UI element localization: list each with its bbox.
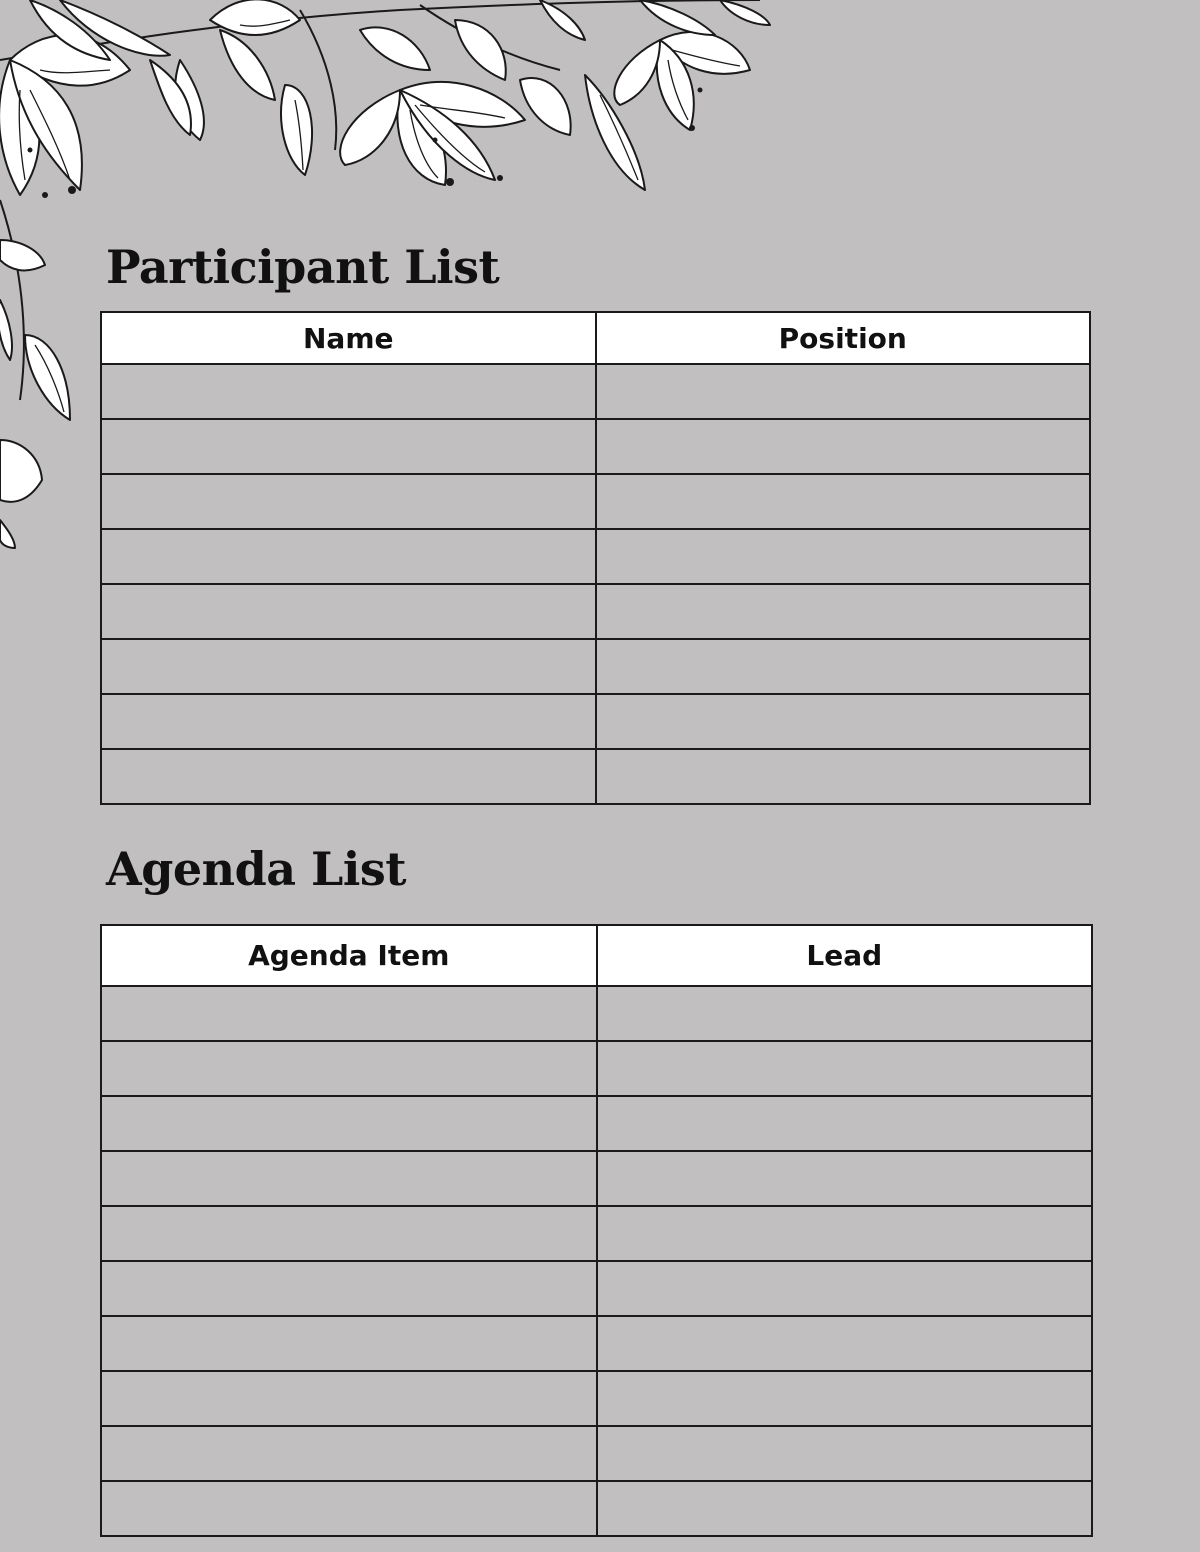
agenda-row [101, 1481, 1092, 1536]
participant-table-header-row [101, 312, 1090, 364]
agenda-item-cell[interactable] [101, 1206, 597, 1261]
participant-name-cell[interactable] [101, 749, 596, 804]
participant-name-column-header: Name [101, 312, 596, 364]
participant-position-cell[interactable] [596, 419, 1091, 474]
agenda-list-title: Agenda List [106, 842, 407, 896]
participant-name-cell[interactable] [101, 584, 596, 639]
agenda-item-cell[interactable] [101, 1151, 597, 1206]
participant-position-cell[interactable] [596, 529, 1091, 584]
agenda-item-cell[interactable] [101, 1316, 597, 1371]
agenda-item-cell[interactable] [101, 1096, 597, 1151]
agenda-lead-cell[interactable] [597, 986, 1093, 1041]
participant-row [101, 749, 1090, 804]
participant-row [101, 694, 1090, 749]
agenda-row [101, 1261, 1092, 1316]
participant-row [101, 529, 1090, 584]
agenda-item-cell[interactable] [101, 1426, 597, 1481]
participant-name-cell[interactable] [101, 364, 596, 419]
agenda-item-column-header: Agenda Item [101, 925, 597, 986]
agenda-item-cell[interactable] [101, 986, 597, 1041]
participant-name-cell[interactable] [101, 694, 596, 749]
agenda-lead-cell[interactable] [597, 1151, 1093, 1206]
agenda-row [101, 1151, 1092, 1206]
participant-position-column-header: Position [596, 312, 1091, 364]
participant-name-cell[interactable] [101, 639, 596, 694]
agenda-row [101, 1316, 1092, 1371]
participant-row [101, 364, 1090, 419]
agenda-row [101, 1206, 1092, 1261]
agenda-lead-cell[interactable] [597, 1371, 1093, 1426]
agenda-item-cell[interactable] [101, 1261, 597, 1316]
agenda-lead-cell[interactable] [597, 1261, 1093, 1316]
participant-name-cell[interactable] [101, 419, 596, 474]
participant-position-cell[interactable] [596, 364, 1091, 419]
participant-name-cell[interactable] [101, 529, 596, 584]
agenda-lead-cell[interactable] [597, 1041, 1093, 1096]
participant-name-cell[interactable] [101, 474, 596, 529]
participant-position-cell[interactable] [596, 639, 1091, 694]
agenda-lead-cell[interactable] [597, 1096, 1093, 1151]
participant-row [101, 639, 1090, 694]
agenda-lead-column-header: Lead [597, 925, 1093, 986]
participant-row [101, 419, 1090, 474]
participant-row [101, 584, 1090, 639]
agenda-lead-cell[interactable] [597, 1206, 1093, 1261]
participant-list-title: Participant List [106, 240, 500, 294]
agenda-item-cell[interactable] [101, 1481, 597, 1536]
agenda-table-header-row [101, 925, 1092, 986]
participant-position-cell[interactable] [596, 474, 1091, 529]
participant-row [101, 474, 1090, 529]
participant-table [100, 311, 1091, 805]
agenda-lead-cell[interactable] [597, 1316, 1093, 1371]
agenda-item-cell[interactable] [101, 1371, 597, 1426]
agenda-table [100, 924, 1093, 1537]
participant-position-cell[interactable] [596, 584, 1091, 639]
agenda-row [101, 1426, 1092, 1481]
agenda-row [101, 1041, 1092, 1096]
agenda-row [101, 986, 1092, 1041]
participant-position-cell[interactable] [596, 749, 1091, 804]
agenda-lead-cell[interactable] [597, 1481, 1093, 1536]
agenda-row [101, 1096, 1092, 1151]
agenda-item-cell[interactable] [101, 1041, 597, 1096]
agenda-row [101, 1371, 1092, 1426]
agenda-lead-cell[interactable] [597, 1426, 1093, 1481]
participant-position-cell[interactable] [596, 694, 1091, 749]
